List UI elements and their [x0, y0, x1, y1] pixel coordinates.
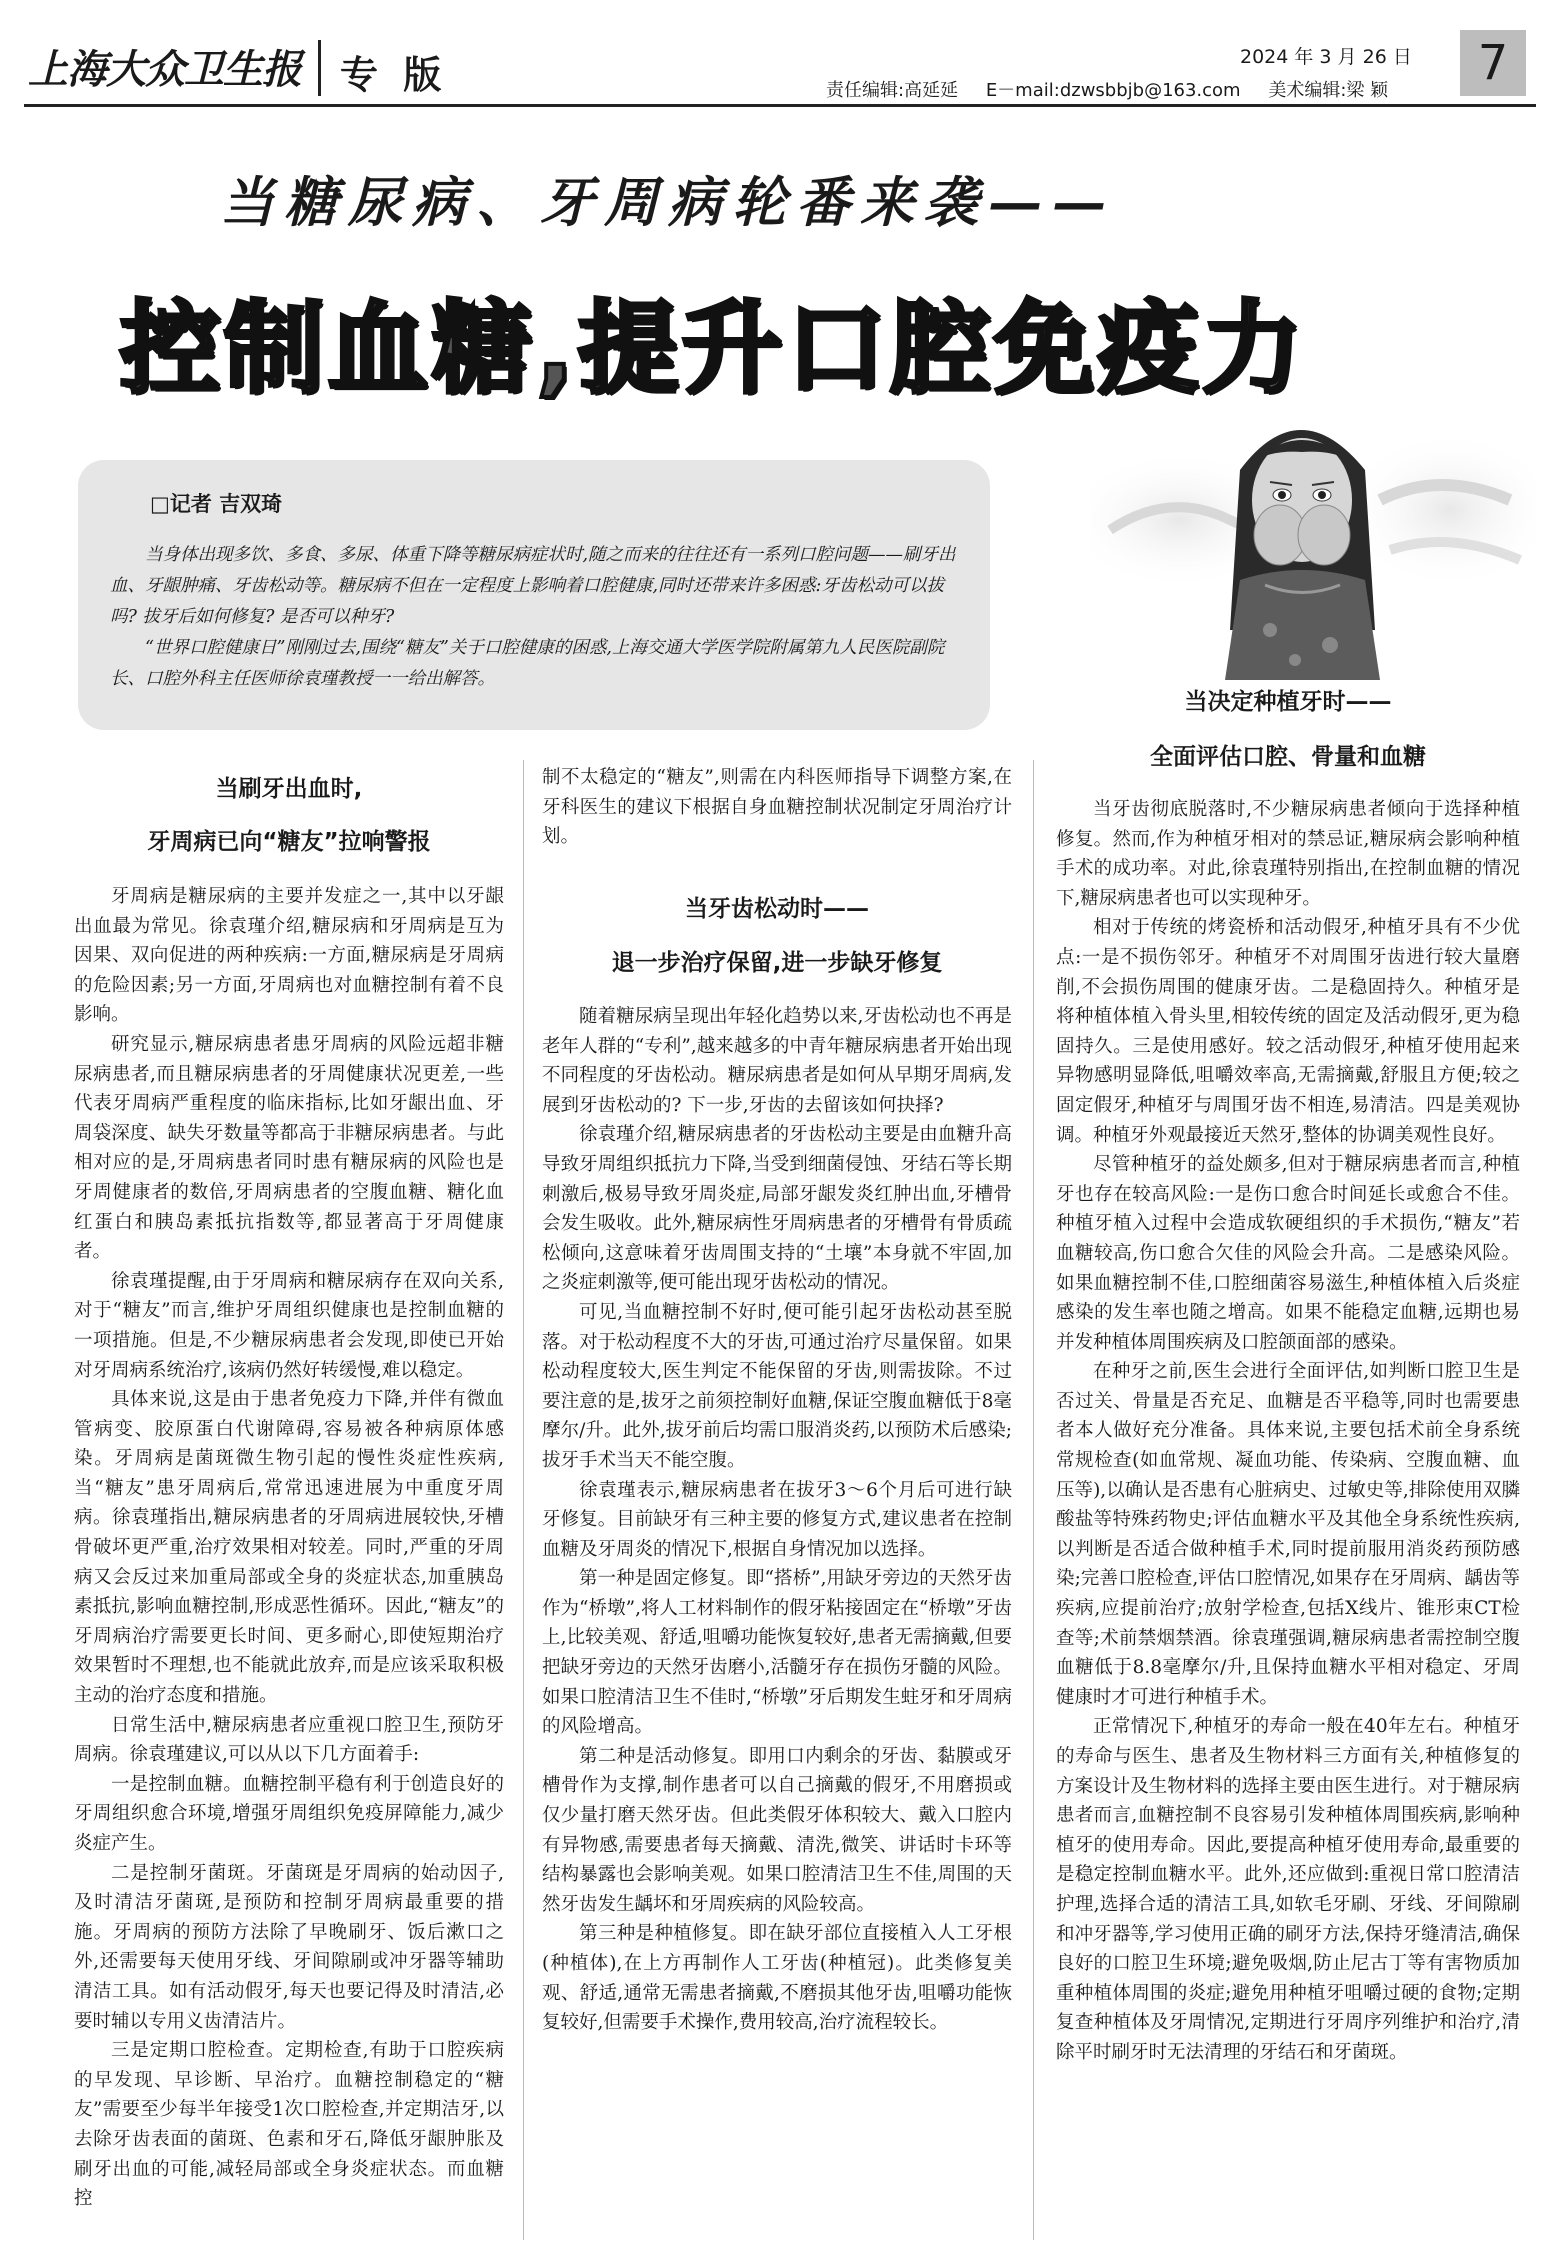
body-paragraph: 徐袁瑾提醒,由于牙周病和糖尿病存在双向关系,对于“糖友”而言,维护牙周组织健康也是控制血糖的一项措施。但是,不少糖尿病患者会发现,即使已开始对牙周病系统治疗,该病仍然好转缓慢,难以稳定。	[74, 1270, 504, 1381]
body-paragraph: 制不太稳定的“糖友”,则需在内科医师指导下调整方案,在牙科医生的建议下根据自身血糖控制状况制定牙周治疗计划。	[542, 767, 1012, 848]
body-paragraph: 随着糖尿病呈现出年轻化趋势以来,牙齿松动也不再是老年人群的“专利”,越来越多的中青年糖尿病患者开始出现不同程度的牙齿松动。糖尿病患者是如何从早期牙周病,发展到牙齿松动的? 下一步,牙齿的去留该如何抉择?	[542, 1006, 1012, 1116]
art-editor: 美术编辑:梁 颖	[1268, 80, 1389, 101]
column-divider	[523, 760, 524, 2240]
body-paragraph: 徐袁瑾介绍,糖尿病患者的牙齿松动主要是由血糖升高导致牙周组织抵抗力下降,当受到细菌侵蚀、牙结石等长期刺激后,极易导致牙周炎症,局部牙龈发炎红肿出血,牙槽骨会发生吸收。此外,糖尿病性牙周病患者的牙槽骨有骨质疏松倾向,这意味着牙齿周围支持的“土壤”本身就不牢固,加之炎症刺激等,便可能出现牙齿松动的情况。	[542, 1124, 1012, 1294]
lead-paragraph: 当身体出现多饮、多食、多尿、体重下降等糖尿病症状时,随之而来的往往还有一系列口腔问题——刷牙出血、牙龈肿痛、牙齿松动等。糖尿病不但在一定程度上影响着口腔健康,同时还带来许多困惑:牙齿松动可以拔吗? 拔牙后如何修复? 是否可以种牙?	[110, 545, 956, 627]
section1-body	[74, 882, 504, 2214]
body-paragraph: 第一种是固定修复。即“搭桥”,用缺牙旁边的天然牙齿作为“桥墩”,将人工材料制作的假牙粘接固定在“桥墩”牙齿上,比较美观、舒适,咀嚼功能恢复较好,患者无需摘戴,但要把缺牙旁边的天然牙齿磨小,活髓牙存在损伤牙髓的风险。如果口腔清洁卫生不佳时,“桥墩”牙后期发生蛀牙和牙周病的风险增高。	[542, 1568, 1012, 1738]
article-kicker: 当糖尿病、牙周病轮番来袭——	[220, 170, 1116, 234]
responsible-editor: 责任编辑:高延延	[826, 80, 959, 101]
body-paragraph: 在种牙之前,医生会进行全面评估,如判断口腔卫生是否过关、骨量是否充足、血糖是否平稳等,同时也需要患者本人做好充分准备。具体来说,主要包括术前全身系统常规检查(如血常规、凝血功能、传染病、空腹血糖、血压等),以确认是否患有心脏病史、过敏史等,排除使用双膦酸盐等特殊药物史;评估血糖水平及其他全身系统性疾病,以判断是否适合做种植手术,同时提前服用消炎药预防感染;完善口腔检查,评估口腔情况,如果存在牙周病、龋齿等疾病,应提前治疗;放射学检查,包括X线片、锥形束CT检查等;术前禁烟禁酒。徐袁瑾强调,糖尿病患者需控制空腹血糖低于8.8毫摩尔/升,且保持血糖水平相对稳定、牙周健康时才可进行种植手术。	[1056, 1361, 1520, 1708]
page-number: 7	[1460, 30, 1526, 96]
column-divider	[1033, 760, 1034, 2240]
body-paragraph: 当牙齿彻底脱落时,不少糖尿病患者倾向于选择种植修复。然而,作为种植牙相对的禁忌证,糖尿病会影响种植手术的成功率。对此,徐袁瑾特别指出,在控制血糖的情况下,糖尿病患者也可以实现种牙。	[1056, 799, 1520, 909]
masthead-logo: 上海大众卫生报	[28, 46, 301, 93]
body-paragraph: 三是定期口腔检查。定期检查,有助于口腔疾病的早发现、早诊断、早治疗。血糖控制稳定的“糖友”需要至少每半年接受1次口腔检查,并定期洁牙,以去除牙齿表面的菌斑、色素和牙石,降低牙龈肿胀及刷牙出血的可能,减轻局部或全身炎症状态。而血糖控	[74, 2040, 504, 2210]
body-paragraph: 尽管种植牙的益处颇多,但对于糖尿病患者而言,种植牙也存在较高风险:一是伤口愈合时间延长或愈合不佳。种植牙植入过程中会造成软硬组织的手术损伤,“糖友”若血糖较高,伤口愈合欠佳的风险会升高。二是感染风险。如果血糖控制不佳,口腔细菌容易滋生,种植体植入后炎症感染的发生率也随之增高。如果不能稳定血糖,远期也易并发种植体周围疾病及口腔颌面部的感染。	[1056, 1154, 1520, 1353]
body-paragraph: 具体来说,这是由于患者免疫力下降,并伴有微血管病变、胶原蛋白代谢障碍,容易被各种病原体感染。牙周病是菌斑微生物引起的慢性炎症性疾病,当“糖友”患牙周病后,常常迅速进展为中重度牙周病。徐袁瑾指出,糖尿病患者的牙周病进展较快,牙槽骨破坏更严重,治疗效果相对较差。同时,严重的牙周病又会反过来加重局部或全身的炎症状态,加重胰岛素抵抗,影响血糖控制,形成恶性循环。因此,“糖友”的牙周病治疗需要更长时间、更多耐心,即使短期治疗效果暂时不理想,也不能就此放弃,而是应该采取积极主动的治疗态度和措施。	[74, 1389, 504, 1707]
header-rule	[24, 104, 1536, 107]
body-paragraph: 徐袁瑾表示,糖尿病患者在拔牙3～6个月后可进行缺牙修复。目前缺牙有三种主要的修复方式,建议患者在控制血糖及牙周炎的情况下,根据自身情况加以选择。	[542, 1479, 1012, 1560]
section1-heading-line1: 当刷牙出血时,	[215, 776, 363, 802]
issue-date: 2024 年 3 月 26 日	[1240, 46, 1412, 68]
body-paragraph: 二是控制牙菌斑。牙菌斑是牙周病的始动因子,及时清洁牙菌斑,是预防和控制牙周病最重要的措施。牙周病的预防方法除了早晚刷牙、饭后漱口之外,还需要每天使用牙线、牙间隙刷或冲牙器等辅助清洁工具。如有活动假牙,每天也要记得及时清洁,必要时辅以专用义齿清洁片。	[74, 1862, 504, 2032]
body-paragraph: 牙周病是糖尿病的主要并发症之一,其中以牙龈出血最为常见。徐袁瑾介绍,糖尿病和牙周病是互为因果、双向促进的两种疾病:一方面,糖尿病是牙周病的危险因素;另一方面,牙周病也对血糖控制有着不良影响。	[74, 886, 504, 1026]
byline: □记者 吉双琦	[150, 492, 283, 516]
header-divider	[318, 40, 321, 96]
body-paragraph: 一是控制血糖。血糖控制平稳有利于创造良好的牙周组织愈合环境,增强牙周组织免疫屏障能力,减少炎症产生。	[74, 1773, 504, 1854]
editor-credits	[826, 76, 1410, 102]
section2-heading-line2: 退一步治疗保留,进一步缺牙修复	[611, 950, 943, 976]
body-paragraph: 可见,当血糖控制不好时,便可能引起牙齿松动甚至脱落。对于松动程度不大的牙齿,可通过治疗尽量保留。如果松动程度较大,医生判定不能保留的牙齿,则需拔除。不过要注意的是,拔牙之前须控制好血糖,保证空腹血糖低于8毫摩尔/升。此外,拔牙前后均需口服消炎药,以预防术后感染;拔牙手术当天不能空腹。	[542, 1301, 1012, 1471]
section3-heading-line2: 全面评估口腔、骨量和血糖	[1150, 744, 1426, 770]
section2-body	[542, 1002, 1012, 2038]
body-paragraph: 正常情况下,种植牙的寿命一般在40年左右。种植牙的寿命与医生、患者及生物材料三方面有关,种植修复的方案设计及生物材料的选择主要由医生进行。对于糖尿病患者而言,血糖控制不良容易引发种植体周围疾病,影响种植牙的使用寿命。因此,要提高种植牙使用寿命,最重要的是稳定控制血糖水平。此外,还应做到:重视日常口腔清洁护理,选择合适的清洁工具,如软毛牙刷、牙线、牙间隙刷和冲牙器等,学习使用正确的刷牙方法,保持牙缝清洁,确保良好的口腔卫生环境;避免吸烟,防止尼古丁等有害物质加重种植体周围的炎症;避免用种植牙咀嚼过硬的食物;定期复查种植体及牙周情况,定期进行牙周序列维护和治疗,清除平时刷牙时无法清理的牙结石和牙菌斑。	[1056, 1716, 1520, 2063]
body-paragraph: 日常生活中,糖尿病患者应重视口腔卫生,预防牙周病。徐袁瑾建议,可以从以下几方面着手:	[74, 1714, 504, 1766]
body-paragraph: 研究显示,糖尿病患者患牙周病的风险远超非糖尿病患者,而且糖尿病患者的牙周健康状况更差,一些代表牙周病严重程度的临床指标,比如牙龈出血、牙周袋深度、缺失牙数量等都高于非糖尿病患者。与此相对应的是,牙周病患者同时患有糖尿病的风险也是牙周健康者的数倍,牙周病患者的空腹血糖、糖化血红蛋白和胰岛素抵抗指数等,都显著高于牙周健康者。	[74, 1033, 504, 1263]
section3-heading-line1: 当决定种植牙时——	[1184, 689, 1392, 715]
lead-text	[110, 540, 958, 695]
editor-email[interactable]: E－mail:dzwsbbjb@163.com	[985, 80, 1241, 101]
body-paragraph: 第三种是种植修复。即在缺牙部位直接植入人工牙根(种植体),在上方再制作人工牙齿(种植冠)。此类修复美观、舒适,通常无需患者摘戴,不磨损其他牙齿,咀嚼功能恢复较好,但需要手术操作,费用较高,治疗流程较长。	[542, 1923, 1012, 2034]
body-paragraph: 第二种是活动修复。即用口内剩余的牙齿、黏膜或牙槽骨作为支撑,制作患者可以自己摘戴的假牙,不用磨损或仅少量打磨天然牙齿。但此类假牙体积较大、戴入口腔内有异物感,需要患者每天摘戴、清洗,微笑、讲话时卡环等结构暴露也会影响美观。如果口腔清洁卫生不佳,周围的天然牙齿发生龋坏和牙周疾病的风险较高。	[542, 1745, 1012, 1915]
article-headline: 控制血糖,提升口腔免疫力	[120, 290, 1306, 407]
woman-covering-mouth-illustration	[1090, 400, 1536, 680]
section1-continuation	[542, 763, 1012, 852]
section3-body	[1056, 795, 1520, 2068]
section2-heading-line1: 当牙齿松动时——	[685, 896, 869, 922]
section1-heading-line2: 牙周病已向“糖友”拉响警报	[147, 829, 431, 855]
lead-paragraph: “世界口腔健康日”刚刚过去,围绕“糖友”关于口腔健康的困惑,上海交通大学医学院附属第九人民医院副院长、口腔外科主任医师徐袁瑾教授一一给出解答。	[110, 638, 945, 689]
section-name: 专 版	[340, 53, 448, 97]
body-paragraph: 相对于传统的烤瓷桥和活动假牙,种植牙具有不少优点:一是不损伤邻牙。种植牙不对周围牙齿进行较大量磨削,不会损伤周围的健康牙齿。二是稳固持久。种植牙是将种植体植入骨头里,相较传统的固定及活动假牙,更为稳固持久。三是使用感好。较之活动假牙,种植牙使用起来异物感明显降低,咀嚼效率高,无需摘戴,舒服且方便;较之固定假牙,种植牙与周围牙齿不相连,易清洁。四是美观协调。种植牙外观最接近天然牙,整体的协调美观性良好。	[1056, 917, 1520, 1146]
